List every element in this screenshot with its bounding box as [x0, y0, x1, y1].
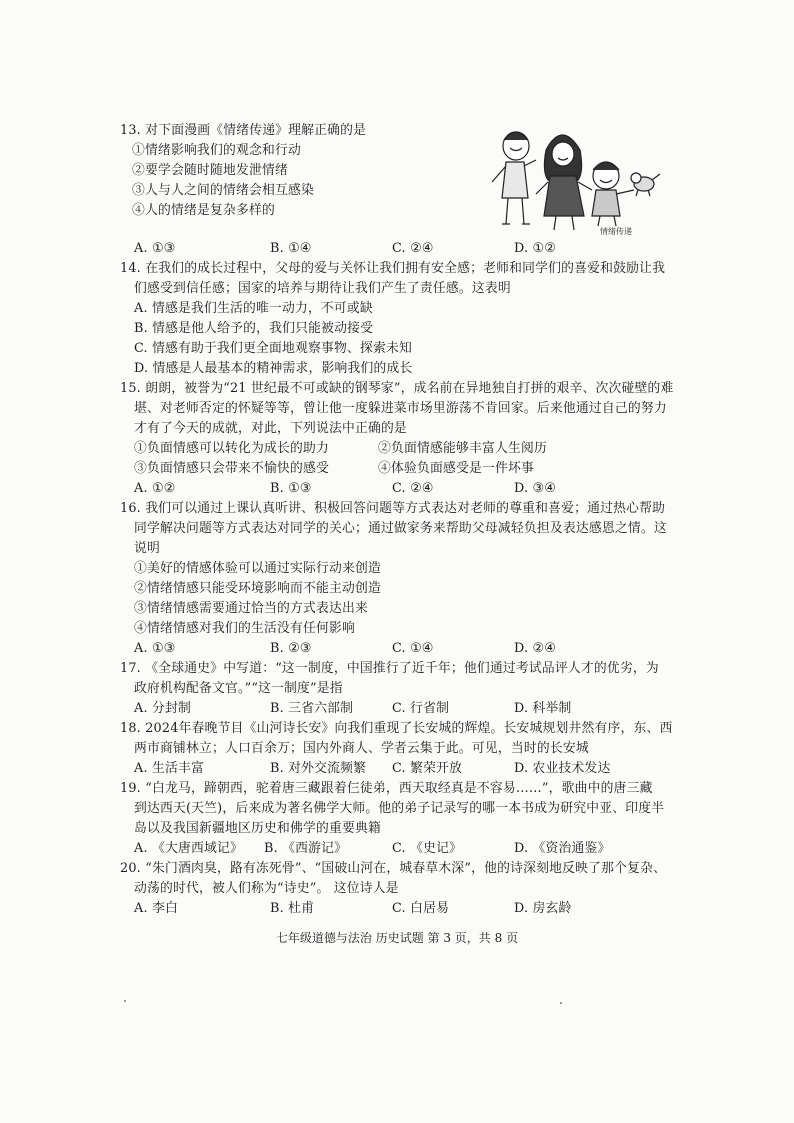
q16-statement-2: ②情绪情感只能受环境影响而不能主动创造 — [134, 581, 381, 596]
q14-option-b: B. 情感是他人给予的，我们只能被动接受 — [134, 321, 374, 336]
q18-option-b: B. 对外交流频繁 — [270, 761, 367, 776]
q16-option-c: C. ①④ — [392, 641, 434, 656]
q18-stem-line-2: 两市商铺林立；人口百余万；国内外商人、学者云集于此。可见，当时的长安城 — [134, 741, 589, 756]
q16-stem-line-2: 同学解决问题等方式表达对同学的关心；通过做家务来帮助父母减轻负担及表达感恩之情。这 — [134, 521, 667, 536]
q16-statement-3: ③情绪情感需要通过恰当的方式表达出来 — [134, 601, 368, 616]
q13-option-b: B. ①④ — [270, 241, 312, 256]
q19-option-b: B. 《西游记》 — [264, 841, 348, 856]
q19-stem-line-2: 到达西天(天竺)，后来成为著名佛学大师。他的弟子记录写的哪一本书成为研究中亚、印度半 — [134, 801, 665, 816]
q20-stem-line-1: 20. “朱门酒肉臭，路有冻死骨”、“国破山河在，城春草木深”，他的诗深刻地反映了那个复杂、 — [120, 861, 667, 876]
q14-option-c: C. 情感有助于我们更全面地观察事物、探索未知 — [134, 341, 413, 356]
q17-stem-line-2: 政府机构配备文官。”“这一制度”是指 — [134, 681, 343, 696]
q19-option-d: D. 《资治通鉴》 — [514, 841, 611, 856]
q15-option-d: D. ③④ — [514, 481, 556, 496]
q13-statement-1: ①情绪影响我们的观念和行动 — [132, 143, 301, 158]
q15-option-c: C. ②④ — [392, 481, 434, 496]
q17-stem-line-1: 17. 《全球通史》中写道：“这一制度，中国推行了近千年；他们通过考试品评人才的优劣，为 — [120, 661, 659, 676]
q15-stem-line-2: 堪、对老师否定的怀疑等等，曾让他一度躲进菜市场里游荡不肯回家。后来他通过自己的努力 — [134, 401, 667, 416]
q20-option-b: B. 杜甫 — [270, 901, 315, 916]
q20-option-a: A. 李白 — [134, 901, 178, 916]
q15-option-a: A. ①② — [134, 481, 176, 496]
q19-option-a: A. 《大唐西域记》 — [134, 841, 243, 856]
emotion-cartoon-illustration — [488, 120, 668, 238]
q18-stem-line-1: 18. 2024年春晚节目《山河诗长安》向我们重现了长安城的辉煌。长安城规划井然有序，东、西 — [120, 721, 673, 736]
q14-stem-line-2: 们感受到信任感；国家的培养与期待让我们产生了责任感。这表明 — [134, 281, 511, 296]
q15-statement-1: ①负面情感可以转化为成长的助力 — [134, 441, 329, 456]
q15-option-b: B. ①③ — [270, 481, 312, 496]
q13-option-c: C. ②④ — [392, 241, 434, 256]
q19-stem-line-1: 19. “白龙马，蹄朝西，驼着唐三藏跟着仨徒弟，西天取经真是不容易……”，歌曲中的唐三藏 — [120, 781, 653, 796]
q17-option-d: D. 科举制 — [514, 701, 572, 716]
q15-stem-line-3: 才有了今天的成就，对此，下列说法中正确的是 — [134, 421, 407, 436]
q20-option-d: D. 房玄龄 — [514, 901, 572, 916]
page-footer: 七年级道德与法治 历史试题 第 3 页，共 8 页 — [275, 931, 519, 945]
q15-statement-2: ②负面情感能够丰富人生阅历 — [378, 441, 547, 456]
scan-speck — [124, 1000, 126, 1002]
q16-statement-4: ④情绪情感对我们的生活没有任何影响 — [134, 621, 355, 636]
q14-option-d: D. 情感是人最基本的精神需求，影响我们的成长 — [134, 361, 413, 376]
q16-stem-line-3: 说明 — [134, 541, 160, 556]
q13-statement-3: ③人与人之间的情绪会相互感染 — [132, 183, 314, 198]
q18-option-c: C. 繁荣开放 — [392, 761, 463, 776]
q13-stem: 13. 对下面漫画《情绪传递》理解正确的是 — [120, 123, 367, 138]
q19-option-c: C. 《史记》 — [392, 841, 463, 856]
q13-statement-4: ④人的情绪是复杂多样的 — [132, 203, 275, 218]
scan-speck — [560, 1002, 562, 1004]
q17-option-a: A. 分封制 — [134, 701, 191, 716]
cartoon-caption: 情绪传递 — [600, 227, 632, 236]
q15-statement-3: ③负面情感只会带来不愉快的感受 — [134, 461, 329, 476]
q16-stem-line-1: 16. 我们可以通过上课认真听讲、积极回答问题等方式表达对老师的尊重和喜爱；通过热心帮助 — [120, 501, 666, 516]
q19-stem-line-3: 岛以及我国新疆地区历史和佛学的重要典籍 — [134, 821, 381, 836]
q16-option-b: B. ②③ — [270, 641, 312, 656]
q16-statement-1: ①美好的情感体验可以通过实际行动来创造 — [134, 561, 381, 576]
q17-option-c: C. 行省制 — [392, 701, 450, 716]
q14-option-a: A. 情感是我们生活的唯一动力，不可或缺 — [134, 301, 373, 316]
q16-option-d: D. ②④ — [514, 641, 556, 656]
q18-option-d: D. 农业技术发达 — [514, 761, 611, 776]
q13-statement-2: ②要学会随时随地发泄情绪 — [132, 163, 288, 178]
q14-stem-line-1: 14. 在我们的成长过程中，父母的爱与关怀让我们拥有安全感；老师和同学们的喜爱和鼓励让我 — [120, 261, 666, 276]
q20-option-c: C. 白居易 — [392, 901, 450, 916]
q20-stem-line-2: 动荡的时代，被人们称为“诗史”。 这位诗人是 — [134, 881, 399, 896]
q17-option-b: B. 三省六部制 — [270, 701, 354, 716]
q13-option-d: D. ①② — [514, 241, 556, 256]
q15-statement-4: ④体验负面感受是一件坏事 — [378, 461, 534, 476]
q18-option-a: A. 生活丰富 — [134, 761, 204, 776]
q13-option-a: A. ①③ — [134, 241, 176, 256]
q16-option-a: A. ①③ — [134, 641, 176, 656]
q15-stem-line-1: 15. 朗朗，被誉为“21 世纪最不可或缺的钢琴家”，成名前在异地独自打拼的艰辛、次次碰壁的难 — [120, 381, 674, 396]
